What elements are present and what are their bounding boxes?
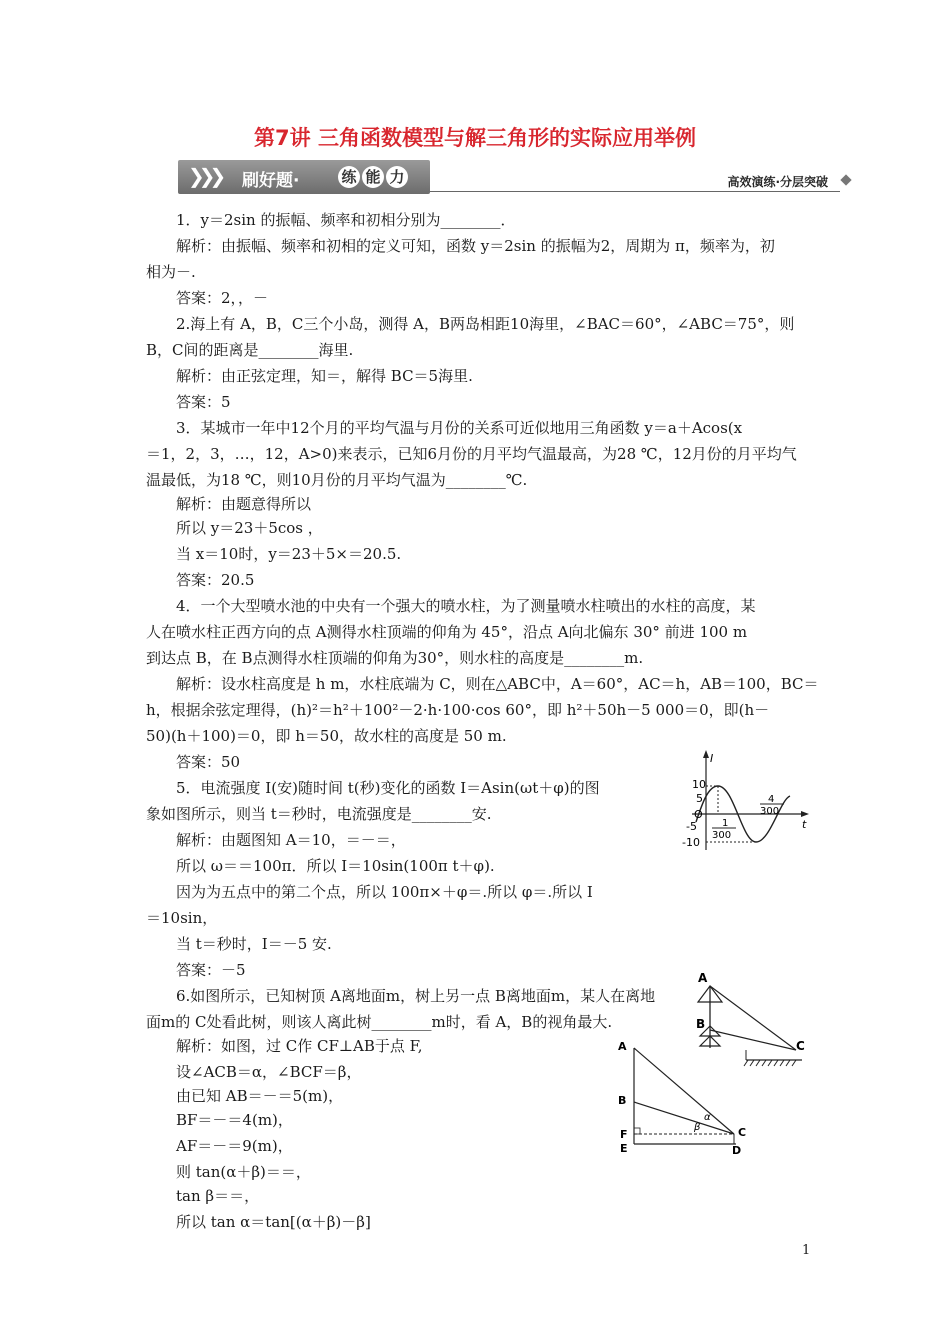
frac1-num: 1 — [722, 818, 729, 829]
text-line: 相为－. — [146, 263, 196, 281]
text-line: 3．某城市一年中12个月的平均气温与月份的关系可近似地用三角函数 y＝a＋Acos(x — [176, 419, 743, 437]
text-line: 所以 ω＝＝100π．所以 I＝10sin(100π t＋φ). — [176, 857, 495, 875]
tick-5: 5 — [696, 792, 703, 805]
point-b: B — [618, 1094, 627, 1107]
text-line: 当 t＝秒时，I＝－5 安. — [176, 935, 332, 953]
text-line: ＝1，2，3，…，12，A>0)来表示，已知6月份的月平均气温最高，为28 ℃，12月份的月平均气 — [146, 445, 797, 463]
triangle-figure — [614, 1040, 754, 1158]
text-line: 解析：设水柱高度是 h m，水柱底端为 C，则在△ABC中，A＝60°，AC＝h，AB＝100，BC＝ — [176, 675, 819, 693]
text-line: 所以 y＝23＋5cos ， — [176, 519, 323, 537]
tick-10: 10 — [692, 778, 706, 791]
text-line: 答案：20.5 — [176, 571, 255, 589]
text-line: 解析：如图，过 C作 CF⊥AB于点 F, — [176, 1037, 423, 1055]
diamond-icon — [840, 174, 851, 185]
t-axis-label: t — [802, 818, 807, 831]
text-line: 1．y＝2sin 的振幅、频率和初相分别为________． — [176, 211, 516, 229]
y-axis-label: I — [710, 752, 714, 765]
text-line: 当 x＝10时，y＝23＋5×＝20.5. — [176, 545, 402, 563]
text-line: 答案：50 — [176, 753, 241, 771]
banner-right-label: 高效演练·分层突破 — [727, 175, 828, 189]
point-c: C — [796, 1039, 805, 1053]
tick-minus-5: -5 — [686, 820, 697, 833]
frac1-den: 300 — [712, 830, 732, 841]
text-line: 则 tan(α＋β)＝＝， — [176, 1163, 311, 1181]
section-banner — [178, 160, 850, 194]
frac2-num: 4 — [768, 794, 775, 805]
text-line: h，根据余弦定理得，(h)²＝h²＋100²－2·h·100·cos 60°，即 h²＋50h－5 000＝0，即(h－ — [146, 701, 770, 719]
text-line: 由已知 AB＝－＝5(m)， — [176, 1087, 344, 1105]
text-line: 解析：由正弦定理，知＝，解得 BC＝5海里. — [176, 367, 473, 385]
text-line: 设∠ACB＝α，∠BCF＝β， — [176, 1063, 362, 1081]
text-line: 解析：由题图知 A＝10，＝－＝， — [176, 831, 406, 849]
text-line: 所以 tan α＝tan[(α＋β)－β] — [176, 1213, 371, 1231]
angle-beta: β — [694, 1122, 701, 1133]
point-b: B — [696, 1017, 706, 1031]
text-line: 人在喷水柱正西方向的点 A测得水柱顶端的仰角为 45°，沿点 A向北偏东 30° 前进 100 m — [146, 623, 748, 641]
text-line: tan β＝＝， — [176, 1187, 260, 1205]
banner-rule — [430, 191, 840, 192]
angle-alpha: α — [704, 1112, 711, 1123]
text-line: 答案：－5 — [176, 961, 246, 979]
text-line: 答案：5 — [176, 393, 231, 411]
text-line: 因为为五点中的第二个点，所以 100π×＋φ＝.所以 φ＝.所以 I — [176, 883, 593, 901]
point-d: D — [732, 1144, 742, 1157]
text-line: 象如图所示，则当 t＝秒时，电流强度是________安. — [146, 805, 492, 823]
text-line: AF＝－＝9(m)， — [176, 1137, 293, 1155]
text-line: ＝10sin， — [146, 909, 218, 927]
text-line: 面m的 C处看此树，则该人离此树________m时，看 A，B的视角最大. — [146, 1013, 613, 1031]
text-line: 6.如图所示，已知树顶 A离地面m，树上另一点 B离地面m，某人在离地 — [176, 987, 656, 1005]
frac2-den: 300 — [760, 806, 780, 817]
text-line: 5．电流强度 I(安)随时间 t(秒)变化的函数 I＝Asin(ωt＋φ)的图 — [176, 779, 600, 797]
origin-label: O — [694, 808, 703, 821]
text-line: 4．一个大型喷水池的中央有一个强大的喷水柱，为了测量喷水柱喷出的水柱的高度，某 — [176, 597, 756, 615]
text-line: 答案：2，，－ — [176, 289, 269, 307]
point-a: A — [618, 1040, 627, 1053]
banner-boxed-label: 练 能 力 — [338, 166, 410, 188]
text-line: 温最低，为18 ℃，则10月份的月平均气温为________℃. — [146, 471, 528, 489]
point-f: F — [620, 1128, 628, 1141]
page-number: 1 — [802, 1243, 811, 1258]
text-line: 解析：由题意得所以 — [176, 495, 312, 513]
text-line: BF＝－＝4(m)， — [176, 1111, 293, 1129]
page-title: 第7讲 三角函数模型与解三角形的实际应用举例 — [254, 126, 696, 150]
tick-minus-10: -10 — [682, 836, 700, 849]
chevron-icon: ❯❯❯ — [188, 164, 221, 188]
current-graph — [682, 750, 810, 852]
point-e: E — [620, 1142, 628, 1155]
text-line: B，C间的距离是________海里. — [146, 341, 354, 359]
point-c: C — [738, 1126, 747, 1139]
text-line: 到达点 B，在 B点测得水柱顶端的仰角为30°，则水柱的高度是________m. — [146, 649, 644, 667]
text-line: 解析：由振幅、频率和初相的定义可知，函数 y＝2sin 的振幅为2，周期为 π，频率为，初 — [176, 237, 775, 255]
text-line: 2.海上有 A，B，C三个小岛，测得 A，B两岛相距10海里，∠BAC＝60°，∠ABC＝75°，则 — [176, 315, 795, 333]
text-line: 50)(h＋100)＝0，即 h＝50，故水柱的高度是 50 m. — [146, 727, 507, 745]
point-a: A — [698, 971, 708, 985]
banner-left-label: 刷好题· — [242, 171, 300, 191]
